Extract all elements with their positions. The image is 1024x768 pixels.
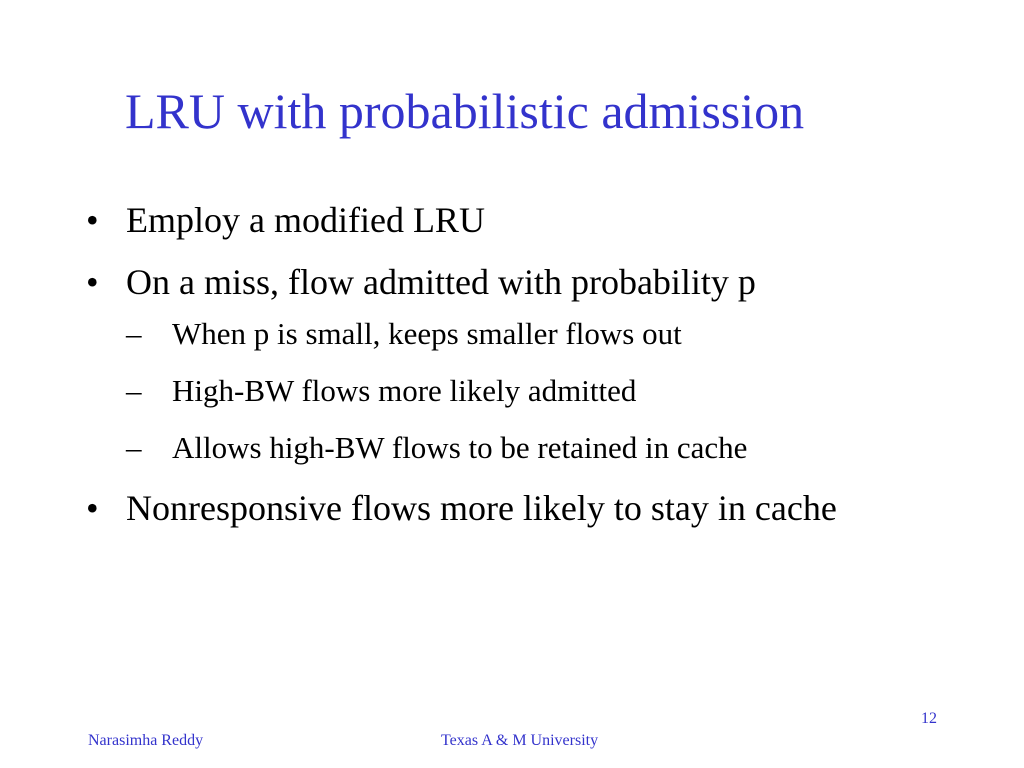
bullet-marker: • [86, 488, 99, 528]
bullet-marker: • [86, 262, 99, 302]
bullet-item [86, 198, 966, 242]
bullet-item [86, 486, 966, 530]
bullet-text: Nonresponsive flows more likely to stay in cache [126, 488, 837, 528]
sub-bullet-marker: – [126, 430, 142, 465]
sub-bullet-item [126, 314, 966, 354]
sub-bullet-text: When p is small, keeps smaller flows out [172, 316, 682, 351]
sub-bullet-text: Allows high-BW flows to be retained in cache [172, 430, 748, 465]
bullet-marker: • [86, 200, 99, 240]
sub-bullet-item [126, 428, 966, 468]
slide-number: 12 [921, 710, 937, 727]
footer-affiliation: Texas A & M University [441, 732, 599, 749]
sub-bullet-marker: – [126, 316, 142, 351]
bullet-item [86, 260, 966, 468]
sub-bullet-list [126, 314, 966, 468]
bullet-text: Employ a modified LRU [126, 200, 485, 240]
sub-bullet-text: High-BW flows more likely admitted [172, 373, 637, 408]
slide-title: LRU with probabilistic admission [125, 83, 805, 139]
sub-bullet-item [126, 371, 966, 411]
sub-bullet-marker: – [126, 373, 142, 408]
bullet-list [86, 198, 966, 548]
footer-author: Narasimha Reddy [88, 732, 204, 749]
bullet-text: On a miss, flow admitted with probability p [126, 262, 756, 302]
